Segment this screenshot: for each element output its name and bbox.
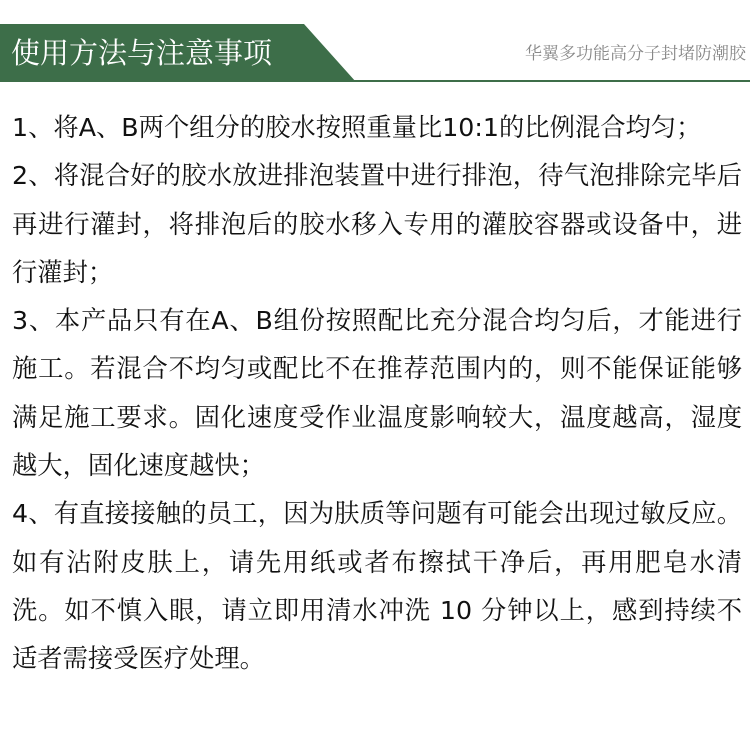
page-title: 使用方法与注意事项 bbox=[11, 36, 273, 70]
instruction-item-1: 1、将A、B两个组分的胶水按照重量比10:1的比例混合均匀； bbox=[12, 113, 702, 142]
header-divider bbox=[336, 80, 750, 82]
instruction-item-3: 3、本产品只有在A、B组份按照配比充分混合均匀后，才能进行施工。若混合不均匀或配比不在推荐范围内的，则不能保证能够满足施工要求。固化速度受作业温度影响较大，温度越高，湿度越大，固化速度越快； bbox=[12, 306, 742, 481]
product-name: 华翼多功能高分子封堵防潮胶 bbox=[525, 44, 746, 64]
header bbox=[0, 0, 750, 82]
instruction-item-2: 2、将混合好的胶水放进排泡装置中进行排泡，待气泡排除完毕后再进行灌封，将排泡后的胶水移入专用的灌胶容器或设备中，进行灌封； bbox=[12, 161, 742, 287]
instruction-item-4: 4、有直接接触的员工，因为肤质等问题有可能会出现过敏反应。如有沾附皮肤上，请先用纸或者布擦拭干净后，再用肥皂水清洗。如不慎入眼，请立即用清水冲洗 10 分钟以上，感到持续不适者需接受医疗处理。 bbox=[12, 499, 742, 674]
instruction-list bbox=[12, 104, 742, 684]
